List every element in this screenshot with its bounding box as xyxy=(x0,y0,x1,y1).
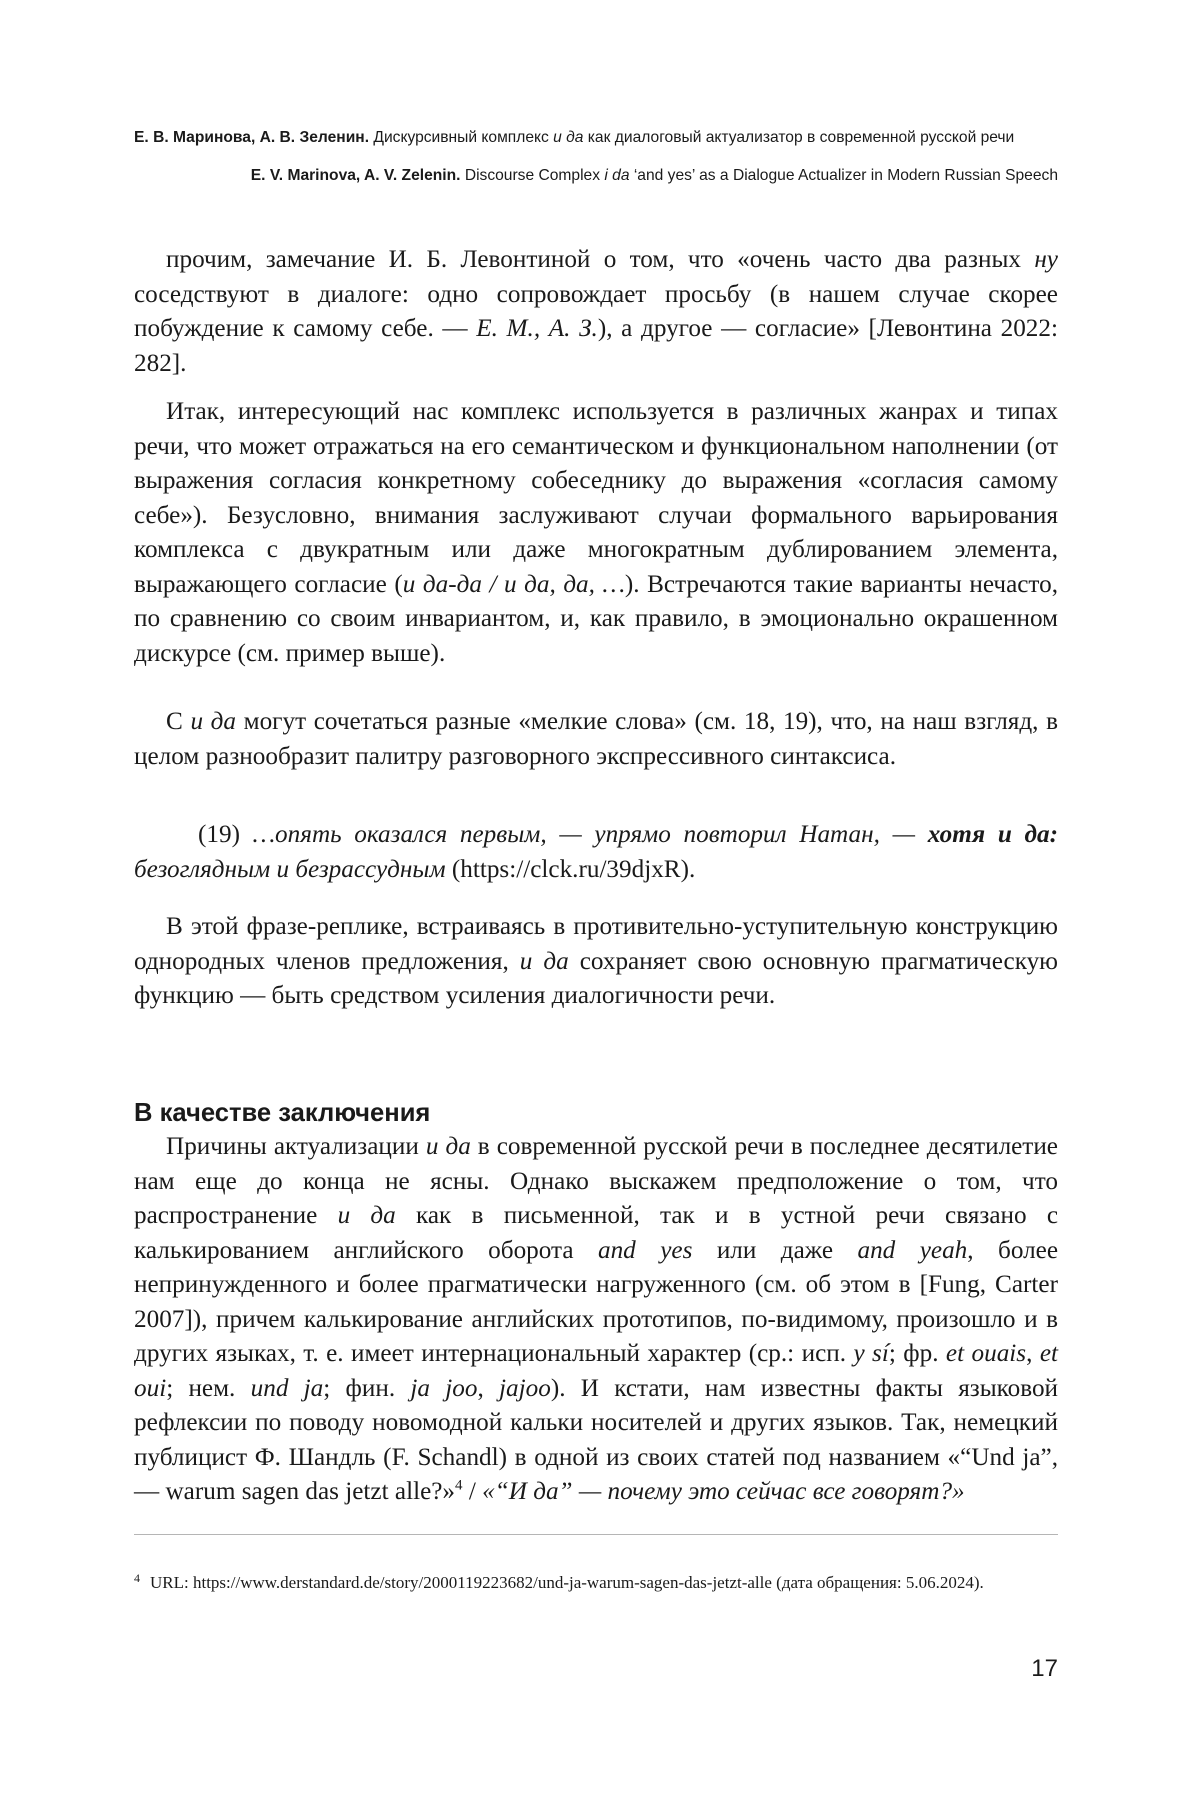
italic-text: и да xyxy=(337,1202,396,1229)
italic-text: ja joo xyxy=(410,1374,478,1402)
running-head-title-en-italic: i da xyxy=(604,167,630,184)
text: как в письменной, так и в устной речи связано с калькированием английского оборота xyxy=(134,1202,1059,1264)
text: , xyxy=(1026,1340,1040,1367)
italic-text: ну xyxy=(1034,246,1058,273)
text: Итак, интересующий нас комплекс используется в различных жанрах и типах речи, что может отражаться на его семантическом и функциональном наполнении (от выражения согласия конкретному собеседнику до выражения «согласия самому себе»). Безусловно, внимания заслуживают случаи формального варьирования комплекса с двукратным или даже многократным дублированием элемента, выражающего согласие ( xyxy=(134,398,1058,598)
running-head-title-ru-italic: и да xyxy=(553,129,584,146)
paragraph-2 xyxy=(134,395,1058,671)
running-head-authors-ru: Е. В. Маринова, А. В. Зеленин. xyxy=(134,129,370,146)
paragraph-block-2 xyxy=(134,395,1058,671)
italic-text: et ouais xyxy=(945,1340,1027,1367)
text: , xyxy=(477,1374,500,1402)
example-number: (19) xyxy=(198,821,253,848)
text: или даже xyxy=(692,1236,858,1264)
text: , более непринужденного и более прагматически нагруженного (см. об этом в [Fung, Carter 2007]), причем калькирование английских прототипов, по-видимому, произошло и в других языках, т. е. имеет интернациональный характер (ср.: исп. xyxy=(134,1236,1059,1367)
bold-italic-text: хотя и да: xyxy=(927,821,1058,848)
text: / xyxy=(462,1478,483,1505)
example-source: (https://clck.ru/39djxR). xyxy=(445,855,696,883)
text: прочим, замечание И. Б. Левонтиной о том, что «очень часто два разных xyxy=(166,246,1035,273)
text: могут сочетаться разные «мелкие слова» (см. 18, 19), что, на наш взгляд, в целом разнообразит палитру разговорного экспрессивного синтаксиса. xyxy=(134,708,1058,770)
paragraph-3 xyxy=(134,705,1058,774)
paragraph-block-4 xyxy=(134,910,1058,1014)
text: Причины актуализации xyxy=(166,1133,426,1160)
example-19 xyxy=(134,818,1058,887)
footnote-mark: 4 xyxy=(134,1571,140,1585)
running-head-title-ru-end: как диалоговый актуализатор в современной русской речи xyxy=(583,129,1015,146)
italic-text: Е. М., А. З. xyxy=(476,315,598,342)
footnote-text: URL: https://www.derstandard.de/story/2000119223682/und-ja-warum-sagen-das-jetzt-alle (дата обращения: 5.06.2024). xyxy=(150,1573,984,1592)
running-head-english xyxy=(251,166,1058,186)
paragraph-5 xyxy=(134,1130,1058,1510)
text: С xyxy=(166,708,191,735)
running-head-title-en-end: ‘and yes’ as a Dialogue Actualizer in Modern Russian Speech xyxy=(629,167,1058,184)
italic-text: …опять оказался первым, — упрямо повторил Натан, — xyxy=(252,821,928,848)
paragraph-block-5 xyxy=(134,1130,1058,1510)
text: сохраняет свою основную прагматическую функцию — быть средством усиления диалогичности речи. xyxy=(134,947,1058,1009)
text: ; нем. xyxy=(166,1374,251,1402)
running-head-title-en: Discourse Complex xyxy=(460,167,605,184)
footnote-divider xyxy=(134,1534,1058,1535)
italic-text: безоглядным и безрассудным xyxy=(134,855,446,883)
text: в современной русской речи в последнее десятилетие нам еще до конца не ясны. Однако выскажем предположение о том, что распространение xyxy=(134,1133,1058,1229)
italic-text: und ja xyxy=(250,1374,324,1402)
footnote-4 xyxy=(134,1564,1058,1597)
paragraph-1 xyxy=(134,243,1058,381)
paragraph-4 xyxy=(134,910,1058,1014)
text: ; фр. xyxy=(888,1340,946,1367)
italic-text: и да xyxy=(425,1133,471,1160)
italic-text: and yeah xyxy=(857,1236,968,1264)
running-head-authors-en: E. V. Marinova, A. V. Zelenin. xyxy=(250,167,461,184)
section-heading: В качестве заключения xyxy=(134,1099,431,1127)
text: соседствуют в диалоге: одно сопровождает просьбу (в нашем случае скорее побуждение к самому себе. — xyxy=(134,280,1058,342)
page-number: 17 xyxy=(1031,1655,1058,1682)
italic-text: and yes xyxy=(597,1236,693,1264)
paragraph-block-3 xyxy=(134,705,1058,774)
italic-text: y sí xyxy=(853,1340,889,1367)
italic-text: «“И да” — почему это сейчас все говорят?» xyxy=(482,1478,965,1505)
footnote xyxy=(134,1564,1058,1597)
running-head-title-ru: Дискурсивный комплекс xyxy=(369,129,554,146)
italic-text: и да xyxy=(190,708,236,735)
italic-text: и да-да / и да, да, … xyxy=(402,570,625,598)
italic-text: et oui xyxy=(134,1340,1058,1402)
italic-text: и да xyxy=(519,947,569,975)
text: ). Встречаются такие варианты нечасто, по сравнению со своим инвариантом, и, как правило, в эмоционально окрашенном дискурсе (см. пример выше). xyxy=(134,570,1058,667)
text: ), а другое — согласие» [Левонтина 2022: 282]. xyxy=(134,315,1058,377)
running-head-russian xyxy=(134,128,1200,148)
italic-text: jajoo xyxy=(499,1374,551,1402)
paragraph-continuation xyxy=(134,243,1058,381)
footnote-reference[interactable]: 4 xyxy=(455,1477,463,1494)
text: В этой фразе-реплике, встраиваясь в противительно-уступительную конструкцию однородных членов предложения, xyxy=(134,913,1058,975)
text: ; фин. xyxy=(323,1374,411,1402)
text: ). И кстати, нам известны факты языковой рефлексии по поводу новомодной кальки носителей и других языков. Так, немецкий публицист Ф. Шандль (F. Schandl) в одной из своих статей под названием «“Und ja”, — warum sagen das jetzt alle?» xyxy=(134,1374,1059,1505)
example-block xyxy=(134,818,1058,887)
